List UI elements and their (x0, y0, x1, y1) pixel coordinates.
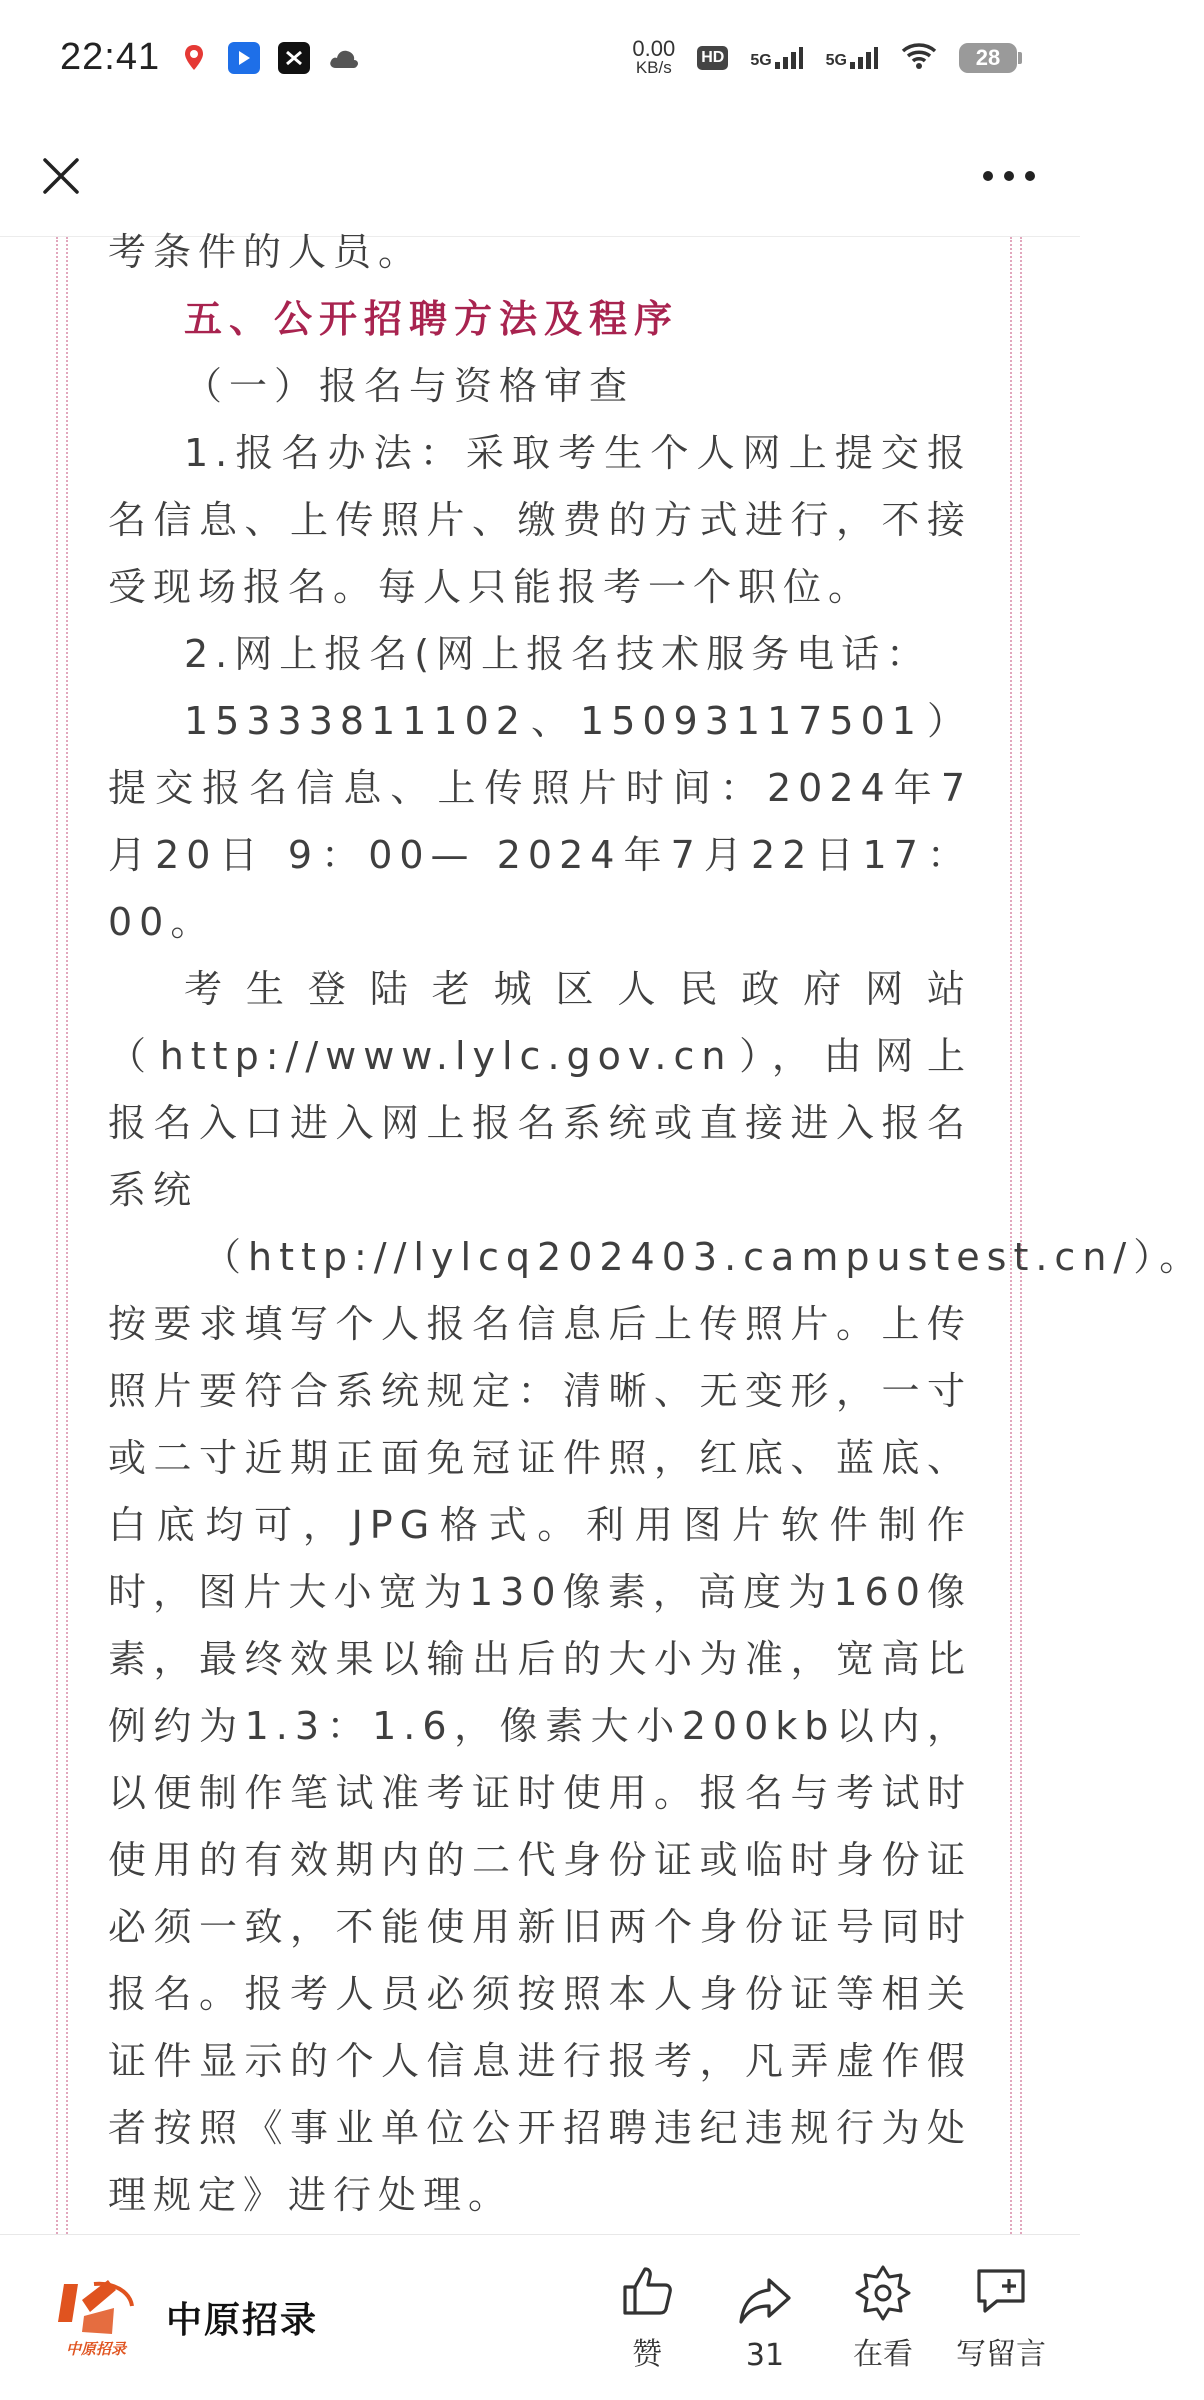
wifi-icon (901, 42, 937, 74)
account-logo (54, 2276, 138, 2360)
capcut-notification-icon (278, 42, 310, 74)
close-button[interactable] (30, 145, 92, 207)
watching-label: 在看 (853, 2336, 913, 2372)
paragraph-prev-end: 考条件的人员。 (108, 230, 424, 274)
battery-level: 28 (959, 43, 1017, 73)
logo-caption: 中原招录 (65, 2339, 126, 2358)
like-button[interactable] (588, 2263, 706, 2373)
net-speed-value: 0.00 (632, 36, 676, 61)
section-heading: 五、公开招聘方法及程序 (184, 297, 680, 341)
sub-heading: （一）报名与资格审查 (184, 364, 635, 408)
signal-strength-icon-2 (826, 46, 879, 70)
signal-1-label: 5G (750, 51, 772, 69)
write-comment-button[interactable] (942, 2263, 1060, 2373)
paragraph-online-registration-2: 15333811102、15093117501）提交报名信息、上传照片时间：2024年7月20日 9：00— 2024年7月22日17：00。 (108, 699, 972, 944)
battery-icon (959, 43, 1022, 73)
net-speed-unit: KB/s (635, 58, 672, 77)
account-name: 中原招录 (166, 2300, 319, 2341)
cloud-icon (328, 42, 360, 74)
action-bar (588, 2263, 1060, 2373)
clock: 22:41 (60, 36, 161, 78)
status-right (632, 36, 1022, 77)
thumbs-up-icon (619, 2263, 675, 2319)
paragraph-registration-method: 1.报名办法：采取考生个人网上提交报名信息、上传照片、缴费的方式进行，不接受现场报名。每人只能报考一个职位。 (108, 431, 972, 609)
signal-2-label: 5G (825, 51, 847, 69)
watching-button[interactable] (824, 2263, 942, 2373)
signal-strength-icon-1 (750, 46, 803, 70)
frame-line-left-outer (56, 237, 58, 2234)
status-bar (0, 0, 1080, 115)
close-icon (39, 154, 83, 198)
article-content (108, 219, 1204, 2229)
bottom-bar (0, 2234, 1080, 2400)
paragraph-online-registration-1: 2.网上报名(网上报名技术服务电话： (184, 632, 932, 676)
account-info[interactable] (54, 2276, 588, 2360)
share-arrow-icon (737, 2272, 793, 2328)
network-speed (632, 36, 676, 77)
paragraph-photo-requirements: （http://lylcq202403.campustest.cn/）。按要求填写个人报名信息后上传照片。上传照片要符合系统规定：清晰、无变形，一寸或二寸近期正面免冠证件照，红底、蓝底、白底均可，JPG格式。利用图片软件制作时，图片大小宽为130像素，高度为160像素，最终效果以输出后的大小为准，宽高比例约为1.3：1.6，像素大小200kb以内，以便制作笔试准考证时使用。报名与考试时使用的有效期内的二代身份证或临时身份证必须一致，不能使用新旧两个身份证号同时报名。报考人员必须按照本人身份证等相关证件显示的个人信息进行报考，凡弄虚作假者按照《事业单位公开招聘违纪违规行为处理规定》进行处理。 (108, 1235, 1204, 2217)
status-left (60, 36, 360, 79)
hd-voice-icon (697, 46, 728, 70)
more-dots-icon (981, 169, 1037, 183)
hd-label: HD (697, 46, 728, 70)
more-options-button[interactable] (978, 145, 1040, 207)
like-label: 赞 (632, 2336, 662, 2372)
paragraph-login: 考生登陆老城区人民政府网站（http://www.lylc.gov.cn），由网上报名入口进入网上报名系统或直接进入报名系统 (108, 967, 972, 1212)
share-button[interactable] (706, 2272, 824, 2373)
article-body[interactable] (0, 230, 1204, 2234)
comment-label: 写留言 (956, 2336, 1046, 2372)
frame-line-left-inner (66, 237, 68, 2234)
share-count: 31 (745, 2337, 785, 2373)
flower-wow-icon (855, 2263, 911, 2319)
location-pin-icon (178, 42, 210, 74)
comment-add-icon (973, 2263, 1029, 2319)
blue-app-notification-icon (228, 42, 260, 74)
